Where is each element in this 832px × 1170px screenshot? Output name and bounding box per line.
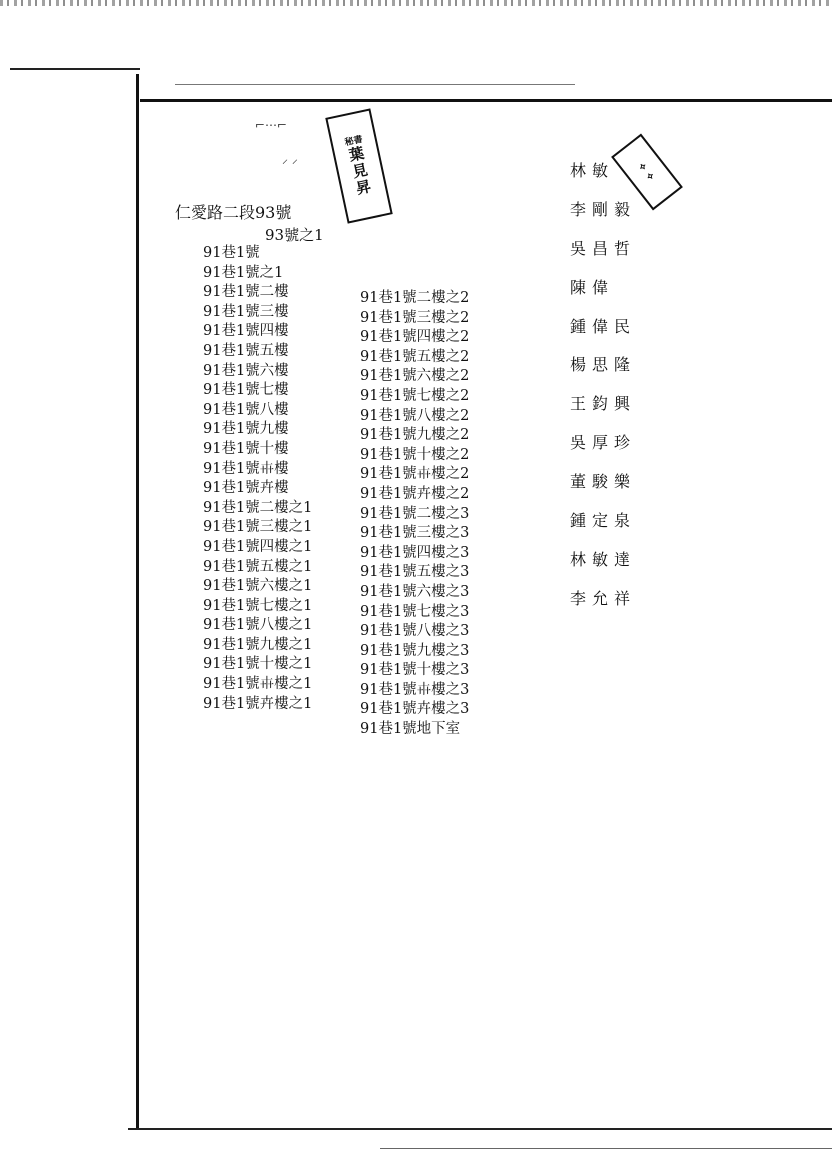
address-item: 91巷1號二樓之3 bbox=[360, 505, 470, 522]
person-name: 鍾定泉 bbox=[570, 511, 637, 531]
person-name: 鍾偉民 bbox=[570, 316, 637, 336]
address-item: 91巷1號𠦃樓之2 bbox=[360, 466, 470, 483]
person-name: 楊思隆 bbox=[570, 355, 637, 375]
address-item: 91巷1號七樓之1 bbox=[203, 597, 313, 614]
seal-stamp-small-text: 秘書 bbox=[343, 134, 364, 148]
name-list bbox=[570, 152, 636, 619]
address-item: 91巷1號四樓之2 bbox=[360, 329, 470, 346]
address-item: 91巷1號九樓之3 bbox=[360, 642, 470, 659]
seal-stamp-char: 葉 bbox=[347, 143, 366, 165]
address-item: 91巷1號𠦃樓之3 bbox=[360, 681, 470, 698]
address-item: 91巷1號七樓之3 bbox=[360, 603, 470, 620]
bottom-border bbox=[128, 1128, 832, 1130]
person-name: 董駿樂 bbox=[570, 472, 637, 492]
address-item: 91巷1號八樓之1 bbox=[203, 617, 313, 634]
address-item: 91巷1號𠦃樓 bbox=[203, 460, 289, 477]
seal-stamp-char: 昇 bbox=[354, 176, 373, 198]
address-item: 91巷1號三樓之2 bbox=[360, 309, 470, 326]
address-item: 91巷1號二樓之1 bbox=[203, 499, 313, 516]
sub-address: 93號之1 bbox=[265, 226, 324, 244]
address-item: 91巷1號五樓之1 bbox=[203, 558, 313, 575]
person-name: 吳昌哲 bbox=[570, 238, 637, 258]
address-item: 91巷1號五樓之3 bbox=[360, 564, 470, 581]
top-border bbox=[140, 99, 832, 102]
address-list-right bbox=[360, 289, 469, 740]
address-item: 91巷1號十樓 bbox=[203, 440, 289, 457]
person-name: 陳偉 bbox=[570, 277, 615, 297]
address-item: 91巷1號八樓之3 bbox=[360, 623, 470, 640]
street-address-heading: 仁愛路二段93號 bbox=[175, 203, 292, 222]
address-item: 91巷1號四樓之1 bbox=[203, 538, 313, 555]
left-border bbox=[136, 74, 139, 1130]
address-item: 91巷1號十樓之1 bbox=[203, 656, 313, 673]
scan-edge bbox=[0, 0, 832, 6]
margin-rule bbox=[10, 68, 140, 70]
address-item: 91巷1號九樓之1 bbox=[203, 636, 313, 653]
address-item: 91巷1號 bbox=[203, 245, 260, 261]
address-item: 91巷1號𠦃樓之1 bbox=[203, 676, 313, 693]
address-item: 91巷1號八樓之2 bbox=[360, 407, 470, 424]
address-item: 91巷1號七樓 bbox=[203, 382, 289, 399]
address-item: 91巷1號四樓之3 bbox=[360, 544, 470, 561]
person-name: 吳厚珍 bbox=[570, 433, 637, 453]
address-item: 91巷1號二樓 bbox=[203, 284, 289, 301]
address-item: 91巷1號𠦄樓 bbox=[203, 480, 289, 497]
person-name: 王鈞興 bbox=[570, 394, 637, 414]
address-item: 91巷1號三樓之1 bbox=[203, 519, 313, 536]
person-name: 林敏達 bbox=[570, 549, 637, 569]
seal-stamp bbox=[325, 108, 392, 223]
signature-seal: ⟡ ⟡ bbox=[611, 134, 683, 211]
address-item: 91巷1號七樓之2 bbox=[360, 387, 470, 404]
address-item: 91巷1號四樓 bbox=[203, 323, 289, 340]
address-item: 91巷1號十樓之3 bbox=[360, 662, 470, 679]
address-item: 91巷1號六樓之3 bbox=[360, 583, 470, 600]
address-item: 91巷1號五樓 bbox=[203, 342, 289, 359]
margin-rule bbox=[175, 84, 575, 85]
address-item: 91巷1號三樓 bbox=[203, 303, 289, 320]
seal-stamp-char: 見 bbox=[350, 160, 370, 181]
address-item: 91巷1號九樓 bbox=[203, 421, 289, 438]
address-item: 91巷1號十樓之2 bbox=[360, 446, 470, 463]
address-item: 91巷1號三樓之3 bbox=[360, 525, 470, 542]
address-item: 91巷1號之1 bbox=[203, 264, 284, 281]
bottom-rule bbox=[380, 1148, 832, 1149]
address-item: 91巷1號六樓之2 bbox=[360, 368, 470, 385]
address-item: 91巷1號𠦄樓之3 bbox=[360, 701, 470, 718]
address-item: 91巷1號六樓 bbox=[203, 362, 289, 379]
address-item: 91巷1號𠦄樓之2 bbox=[360, 485, 470, 502]
address-list-left bbox=[203, 244, 312, 714]
person-name: 李剛毅 bbox=[570, 199, 637, 219]
address-item: 91巷1號八樓 bbox=[203, 401, 289, 418]
address-item: 91巷1號二樓之2 bbox=[360, 290, 470, 306]
address-item: 91巷1號五樓之2 bbox=[360, 348, 470, 365]
seal-mark: ⸝ ⸝ bbox=[282, 152, 298, 166]
person-name: 林敏 bbox=[570, 161, 615, 180]
seal-mark: ⌐⋯⌐ bbox=[255, 118, 288, 132]
address-item: 91巷1號𠦄樓之1 bbox=[203, 695, 313, 712]
address-item: 91巷1號地下室 bbox=[360, 721, 461, 738]
person-name: 李允祥 bbox=[570, 588, 637, 608]
address-item: 91巷1號六樓之1 bbox=[203, 578, 313, 595]
address-item: 91巷1號九樓之2 bbox=[360, 427, 470, 444]
